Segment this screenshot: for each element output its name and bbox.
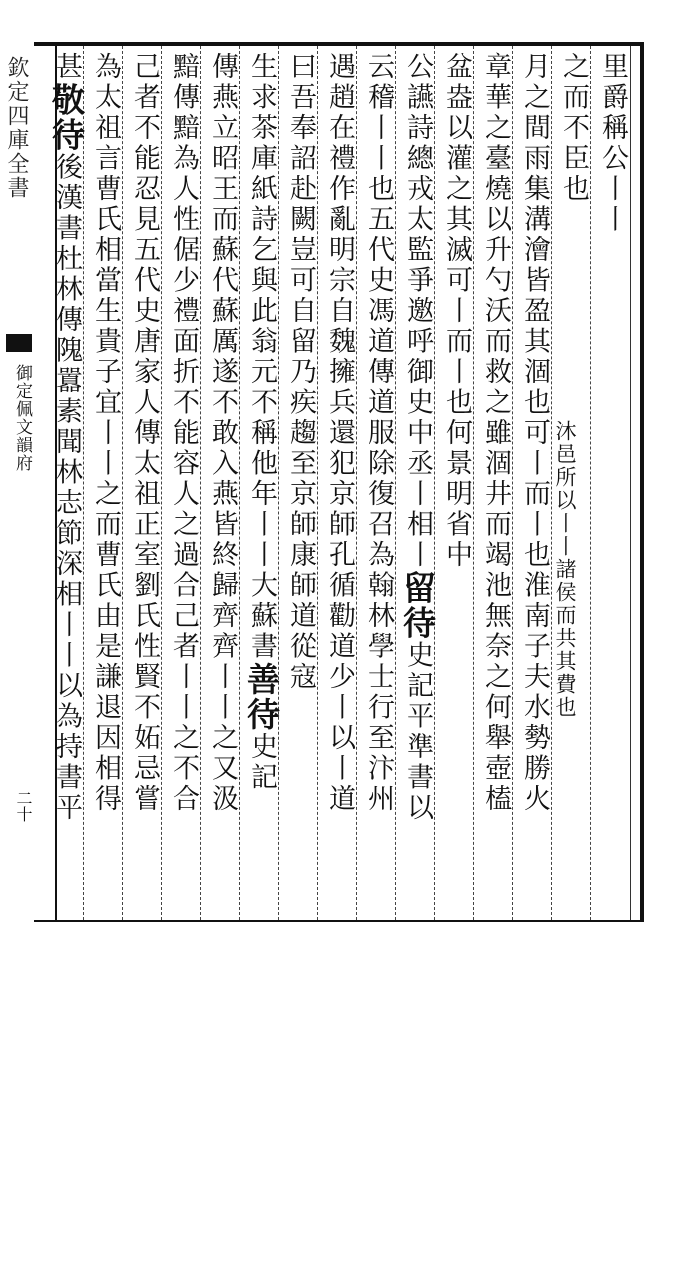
spine-book-title: 欽定四庫全書 — [4, 56, 29, 200]
text-column — [126, 52, 162, 918]
column-text: 盆盎以灌之其滅可丨而丨也何景明省中 — [441, 52, 472, 571]
column-text: 章華之臺燒以升勺沃而救之雖涸井而竭池無奈之何舉壺榼 — [480, 52, 511, 815]
text-column — [360, 52, 396, 918]
text-column — [165, 52, 201, 918]
text-column — [321, 52, 357, 918]
spine-page-number: 二十 — [14, 790, 33, 822]
column-text: 月之間雨集溝澮皆盈其涸也可丨而丨也淮南子夫水勢勝火 — [519, 52, 550, 815]
frame-bottom-border — [34, 920, 644, 922]
column-text-after: 史記 — [246, 732, 277, 793]
text-column — [47, 52, 86, 918]
frame-right-inner-border — [630, 46, 631, 920]
column-text-after: 後漢書杜林傳隗囂素聞林志節深相丨丨以為持書平 — [51, 152, 82, 824]
entry-heading: 留待 — [398, 570, 437, 641]
column-text: 之而不臣也 — [558, 52, 589, 205]
column-text: 遇趙在禮作亂明宗自魏擁兵還犯京師孔循勸道少丨以丨道 — [324, 52, 355, 815]
text-column — [204, 52, 240, 918]
text-column — [438, 52, 474, 918]
column-text: 己者不能忍見五代史唐家人傳太祖正室劉氏性賢不妬忌嘗 — [129, 52, 160, 815]
column-text: 曰吾奉詔赴闕豈可自留乃疾趨至京師康師道從寇 — [285, 52, 316, 693]
column-text: 傳燕立昭王而蘇代蘇厲遂不敢入燕皆終歸齊齊丨丨之又汲 — [207, 52, 238, 815]
column-text: 生求茶庫紙詩乞與此翁元不稱他年丨丨大蘇書 — [246, 52, 277, 662]
text-column — [477, 52, 513, 918]
column-text: 黯傳黯為人性倨少禮面折不能容人之過合己者丨丨之不合 — [168, 52, 199, 815]
annotation-text — [555, 420, 583, 1286]
column-text: 云稽丨丨也五代史馮道傳道服除復召為翰林學士行至汴州 — [363, 52, 394, 815]
column-text: 公讌詩總戎太監爭邀呼御史中丞丨相丨 — [402, 52, 433, 571]
entry-heading: 敬待 — [47, 82, 86, 153]
frame-right-border — [640, 42, 644, 922]
text-column — [282, 52, 318, 918]
text-column — [243, 52, 279, 918]
text-column — [87, 52, 123, 918]
fishtail-mark-icon — [6, 334, 32, 352]
column-text: 為太祖言曹氏相當生貴子宜丨丨之而曹氏由是謙退因相得 — [90, 52, 121, 815]
column-text: 甚 — [51, 52, 82, 83]
page-spine — [0, 46, 34, 920]
text-column — [594, 52, 630, 918]
text-column — [399, 52, 435, 918]
column-text: 里爵稱公丨丨 — [597, 52, 628, 235]
column-text-after: 史記平準書以 — [402, 640, 433, 824]
annotation: 沐邑所以丨丨諸侯而共其費也 — [553, 420, 577, 719]
entry-heading: 善待 — [242, 662, 281, 732]
spine-subtitle: 御定佩文韻府 — [12, 364, 32, 472]
